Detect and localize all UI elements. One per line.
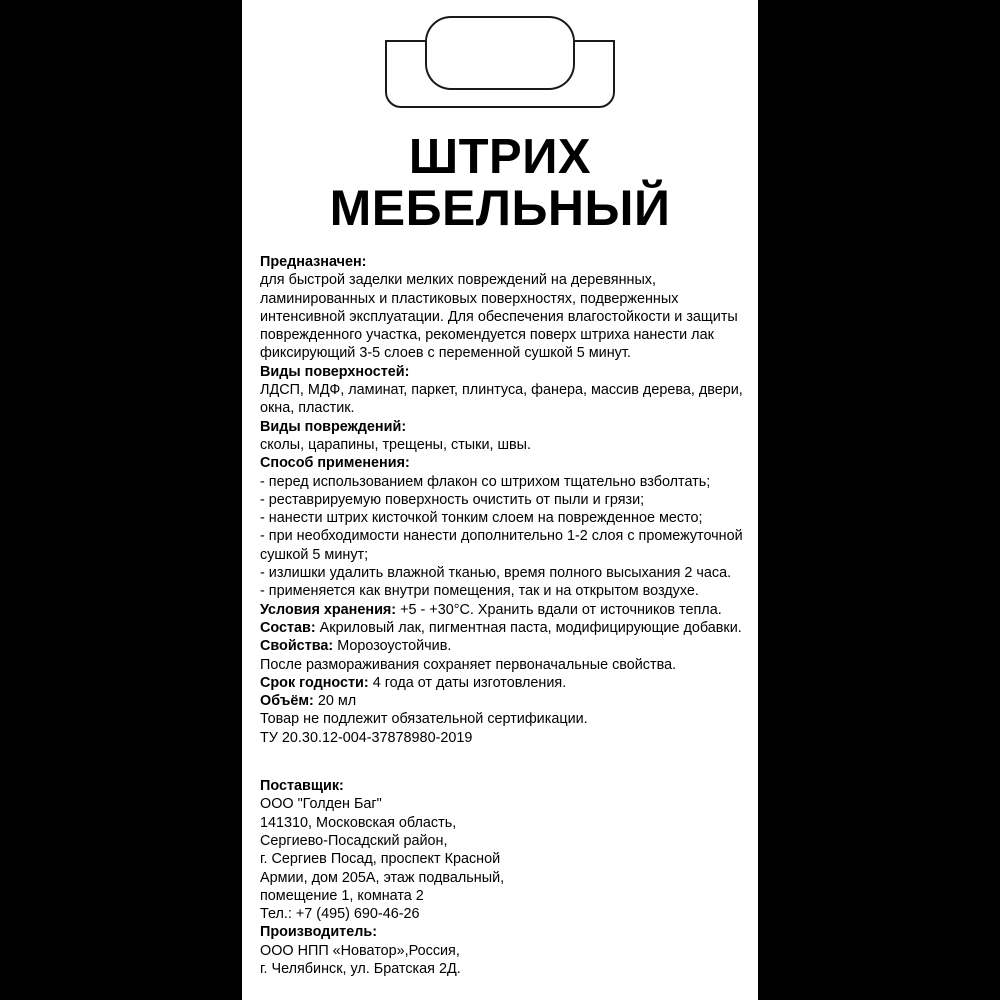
purpose-heading: Предназначен: bbox=[260, 254, 367, 270]
manufacturer-block bbox=[260, 923, 744, 978]
composition-line bbox=[260, 619, 744, 637]
manufacturer-line: г. Челябинск, ул. Братская 2Д. bbox=[260, 960, 461, 977]
manufacturer-line: ООО НПП «Новатор»,Россия, bbox=[260, 942, 460, 959]
usage-item: - при необходимости нанести дополнительно 1-2 слоя с промежуточной сушкой 5 минут; bbox=[260, 528, 743, 563]
damage-types-heading: Виды повреждений: bbox=[260, 418, 407, 435]
storage-line bbox=[260, 601, 744, 619]
tu-code: ТУ 20.30.12-004-37878980-2019 bbox=[260, 729, 473, 746]
storage-heading: Условия хранения: bbox=[260, 601, 397, 618]
damage-types-text: сколы, царапины, трещены, стыки, швы. bbox=[260, 436, 532, 453]
supplier-line: Армии, дом 205А, этаж подвальный, bbox=[260, 869, 505, 886]
supplier-block bbox=[260, 777, 744, 923]
supplier-phone: Тел.: +7 (495) 690-46-26 bbox=[260, 906, 420, 923]
usage-item: - перед использованием флакон со штрихом тщательно взболтать; bbox=[260, 473, 711, 490]
volume-text: 20 мл bbox=[313, 693, 357, 710]
product-label-card bbox=[240, 0, 760, 1000]
composition-heading: Состав: bbox=[260, 619, 316, 636]
euro-slot-mask bbox=[427, 38, 573, 44]
properties-line bbox=[260, 637, 744, 655]
composition-text: Акриловый лак, пигментная паста, модифицирующие добавки. bbox=[315, 619, 742, 636]
supplier-line: 141310, Московская область, bbox=[260, 814, 457, 831]
section-spacer bbox=[260, 747, 744, 777]
usage-item: - излишки удалить влажной тканью, время полного высыхания 2 часа. bbox=[260, 565, 732, 582]
shelf-life-text: 4 года от даты изготовления. bbox=[368, 674, 567, 691]
supplier-heading: Поставщик: bbox=[260, 778, 344, 795]
supplier-line: Сергиево-Посадский район, bbox=[260, 832, 448, 849]
usage-item: - нанести штрих кисточкой тонким слоем на поврежденное место; bbox=[260, 510, 703, 527]
manufacturer-heading: Производитель: bbox=[260, 924, 377, 941]
volume-line bbox=[260, 692, 744, 710]
certification-note: Товар не подлежит обязательной сертификации. bbox=[260, 711, 588, 728]
product-title bbox=[242, 132, 758, 234]
storage-text: +5 - +30°С. Хранить вдали от источников тепла. bbox=[396, 601, 722, 618]
supplier-line: г. Сергиев Посад, проспект Красной bbox=[260, 851, 501, 868]
purpose-text: для быстрой заделки мелких повреждений на деревянных, ламинированных и пластиковых поверхностях, подверженных интенсивной эксплуатации. Для обеспечения влагостойкости и защиты поврежденного участка, рекомендуется поверх штриха нанести лак фиксирующий 3-5 слоев с переменной сушкой 5 минут. bbox=[260, 272, 738, 362]
product-title-line-2: МЕБЕЛЬНЫЙ bbox=[329, 180, 671, 236]
usage-item: - реставрируемую поверхность очистить от пыли и грязи; bbox=[260, 491, 645, 508]
shelf-life-heading: Срок годности: bbox=[260, 674, 369, 691]
usage-item: - применяется как внутри помещения, так и на открытом воздухе. bbox=[260, 583, 699, 600]
properties-text: Морозоустойчив. bbox=[333, 638, 452, 655]
supplier-line: помещение 1, комната 2 bbox=[260, 887, 424, 904]
volume-heading: Объём: bbox=[260, 693, 314, 710]
surfaces-text: ЛДСП, МДФ, ламинат, паркет, плинтуса, фанера, массив дерева, двери, окна, пластик. bbox=[260, 382, 743, 417]
shelf-life-line bbox=[260, 674, 744, 692]
properties-note: После размораживания сохраняет первоначальные свойства. bbox=[260, 656, 677, 673]
label-body-text bbox=[260, 253, 744, 978]
surfaces-heading: Виды поверхностей: bbox=[260, 363, 410, 380]
properties-heading: Свойства: bbox=[260, 638, 334, 655]
euro-slot-body bbox=[425, 40, 575, 90]
euro-slot-hanger-hole bbox=[385, 40, 615, 108]
supplier-line: ООО "Голден Баг" bbox=[260, 796, 382, 813]
product-title-line-1: ШТРИХ bbox=[408, 130, 592, 184]
usage-heading: Способ применения: bbox=[260, 455, 410, 472]
